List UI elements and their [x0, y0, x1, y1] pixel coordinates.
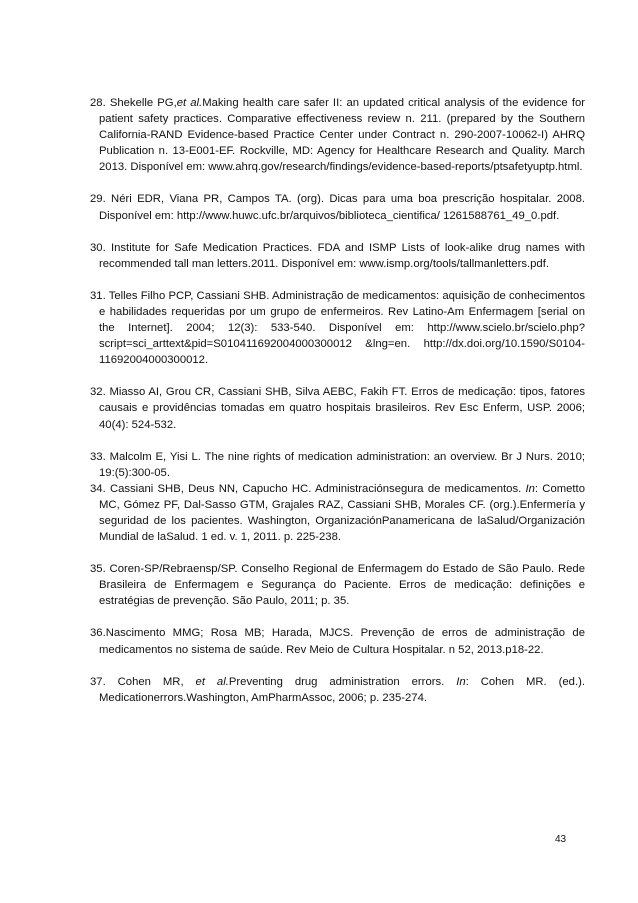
reference-italic-text: et al. — [176, 97, 203, 109]
reference-text: : Cometto MC, Gómez PF, Dal-Sasso GTM, Grajales RAZ, Cassiani SHB, Morales CF. (org.).Enfermería y seguridad de los pacientes. Washington, OrganizaciónPanamericana de laSalud/Organización Mundial de laSalud. 1 ed. v. 1, 2011. p. 225-238. — [99, 482, 585, 544]
reference-text: 34. Cassiani SHB, Deus NN, Capucho HC. Administraciónsegura de medicamentos. — [90, 482, 526, 495]
reference-item — [90, 240, 585, 272]
reference-item — [90, 288, 585, 368]
reference-item — [90, 384, 585, 432]
reference-italic-text: et al. — [195, 675, 229, 688]
reference-text: 37. Cohen MR, — [90, 675, 196, 688]
reference-text: 33. Malcolm E, Yisi L. The nine rights of medication administration: an overview. Br J Nurs. 2010; 19:(5):300-05. — [90, 450, 585, 479]
reference-list — [90, 95, 585, 722]
reference-text: 31. Telles Filho PCP, Cassiani SHB. Administração de medicamentos: aquisição de conhecimentos e habilidades requeridas por um grupo de enfermeiros. Rev Latino-Am Enfermagem [serial on the Internet]. 2004; 12(3): 533-540. Disponível em: http://www.scielo.br/scielo.php?script=sci_arttext&pid=S010411692004000300012 &lng=en. http://dx.doi.org/10.1590/S0104-11692004000300012. — [90, 289, 585, 367]
reference-item — [90, 449, 585, 481]
reference-text: 29. Néri EDR, Viana PR, Campos TA. (org). Dicas para uma boa prescrição hospitalar. 2008. Disponível em: http://www.huwc.ufc.br/arquivos/biblioteca_cientifica/ 1261588761_49_0.pdf. — [90, 193, 585, 222]
page-number: 43 — [555, 834, 567, 845]
reference-item — [90, 625, 585, 657]
reference-text: 30. Institute for Safe Medication Practices. FDA and ISMP Lists of look-alike drug names with recommended tall man letters.2011. Disponível em: www.ismp.org/tools/tallmanletters.pdf. — [90, 241, 585, 270]
reference-italic-text: In — [525, 482, 535, 495]
reference-text: : Cohen MR. (ed.). Medicationerrors.Washington, AmPharmAssoc, 2006; p. 235-274. — [99, 675, 585, 704]
reference-text: 35. Coren-SP/Rebraensp/SP. Conselho Regional de Enfermagem do Estado de São Paulo. Rede Brasileira de Enfermagem e Segurança do Paciente. Erros de medicação: definições e estratégias de prevenção. São Paulo, 2011; p. 35. — [90, 563, 585, 608]
reference-text: 32. Miasso AI, Grou CR, Cassiani SHB, Silva AEBC, Fakih FT. Erros de medicação: tipos, fatores causais e providências tomadas em quatro hospitais brasileiros. Rev Esc Enferm, USP. 2006; 40(4): 524-532. — [90, 386, 585, 431]
reference-item — [90, 191, 585, 223]
reference-text: Preventing drug administration errors. — [228, 675, 457, 688]
reference-item — [90, 481, 585, 545]
reference-text: Making health care safer II: an updated critical analysis of the evidence for patient safety practices. Comparative effectiveness review n. 211. (prepared by the Southern California-RAND Evidence-based Practice Center under Contract n. 290-2007-10062-I) AHRQ Publication n. 13-E001-EF. Rockville, MD: Agency for Healthcare Research and Quality. March 2013. Disponível em: www.ahrq.gov/research/findings/evidence-based-reports/ptsafetyuptp.html. — [99, 97, 585, 174]
reference-item — [90, 95, 585, 175]
reference-item — [90, 674, 585, 706]
reference-text: 28. Shekelle PG, — [90, 97, 177, 109]
reference-italic-text: In — [456, 675, 466, 688]
reference-item — [90, 561, 585, 609]
reference-text: 36.Nascimento MMG; Rosa MB; Harada, MJCS. Prevenção de erros de administração de medicamentos no sistema de saúde. Rev Meio de Cultura Hospitalar. n 52, 2013.p18-22. — [90, 627, 585, 656]
